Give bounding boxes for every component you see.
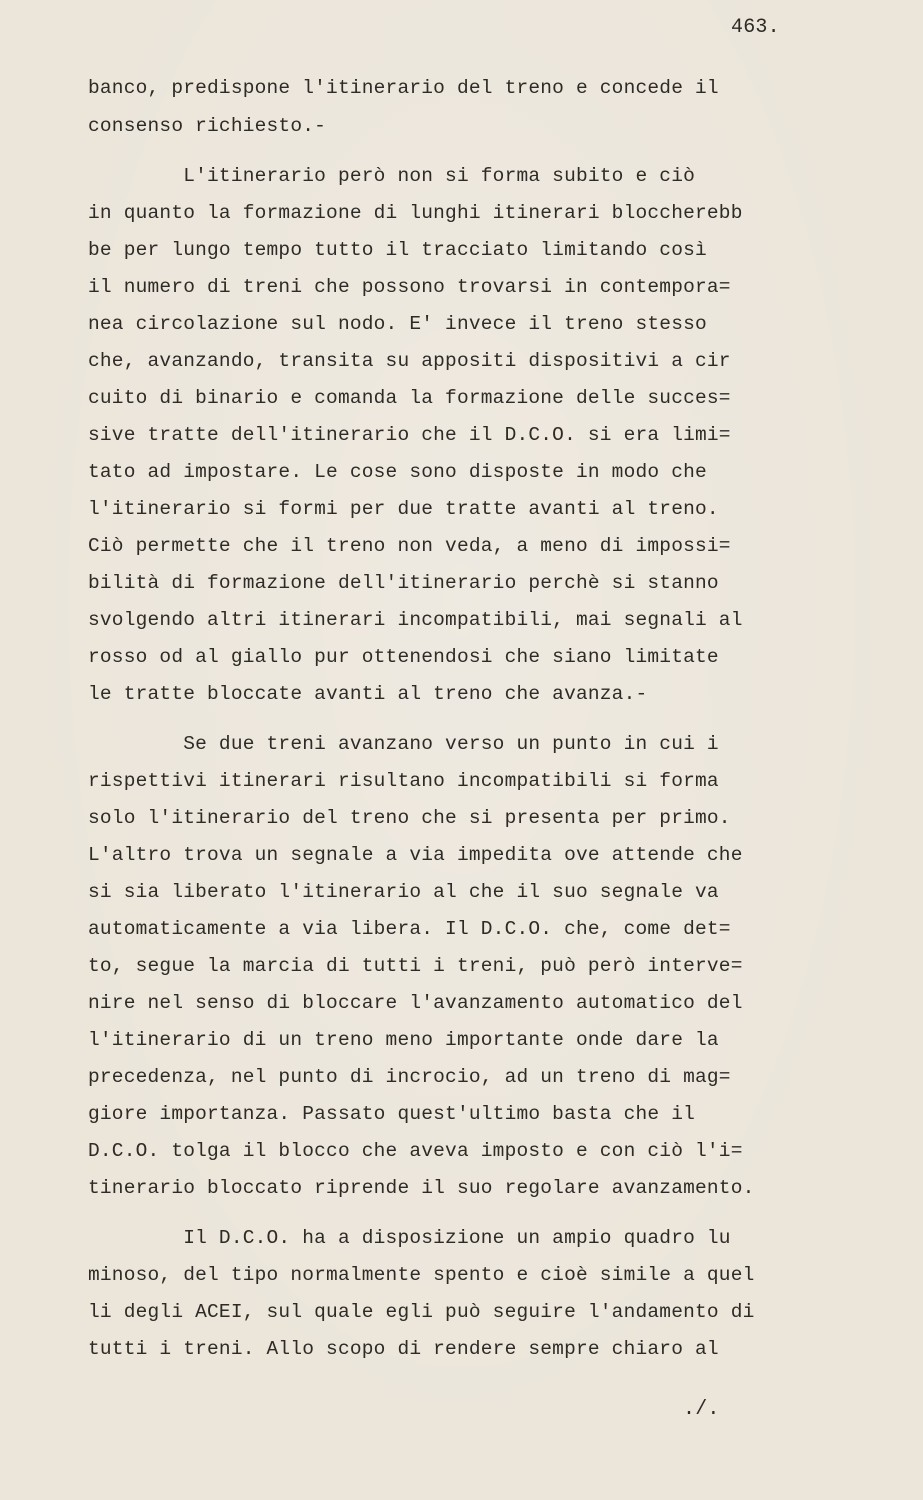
text-line: banco, predispone l'itinerario del treno e concede il [88, 77, 719, 99]
text-line: be per lungo tempo tutto il tracciato limitando così [88, 239, 707, 261]
text-line: li degli ACEI, sul quale egli può seguire l'andamento di [88, 1301, 755, 1323]
page-number: 463. [731, 16, 780, 39]
text-line: Ciò permette che il treno non veda, a meno di impossi= [88, 535, 731, 557]
continuation-mark: ./. [683, 1398, 720, 1421]
text-line: Se due treni avanzano verso un punto in cui i [88, 733, 719, 755]
text-line: l'itinerario si formi per due tratte avanti al treno. [88, 498, 719, 520]
text-line: tinerario bloccato riprende il suo regolare avanzamento. [88, 1177, 755, 1199]
text-line: sive tratte dell'itinerario che il D.C.O. si era limi= [88, 424, 731, 446]
text-line: in quanto la formazione di lunghi itinerari bloccherebb [88, 202, 743, 224]
text-line: si sia liberato l'itinerario al che il suo segnale va [88, 881, 719, 903]
text-line: consenso richiesto.- [88, 115, 327, 137]
text-line: automaticamente a via libera. Il D.C.O. che, come det= [88, 918, 731, 940]
text-line: L'altro trova un segnale a via impedita ove attende che [88, 844, 743, 866]
text-line: tutti i treni. Allo scopo di rendere sempre chiaro al [88, 1338, 719, 1360]
text-line: le tratte bloccate avanti al treno che avanza.- [88, 683, 648, 705]
text-line: L'itinerario però non si forma subito e ciò [88, 165, 695, 187]
text-line: svolgendo altri itinerari incompatibili, mai segnali al [88, 609, 743, 631]
text-line: bilità di formazione dell'itinerario perchè si stanno [88, 572, 719, 594]
text-line: minoso, del tipo normalmente spento e cioè simile a quel [88, 1264, 755, 1286]
text-line: D.C.O. tolga il blocco che aveva imposto e con ciò l'i= [88, 1140, 743, 1162]
text-line: rispettivi itinerari risultano incompatibili si forma [88, 770, 719, 792]
text-line: giore importanza. Passato quest'ultimo basta che il [88, 1103, 695, 1125]
text-line: l'itinerario di un treno meno importante onde dare la [88, 1029, 719, 1051]
text-line: Il D.C.O. ha a disposizione un ampio quadro lu [88, 1227, 731, 1249]
text-line: nire nel senso di bloccare l'avanzamento automatico del [88, 992, 743, 1014]
text-line: che, avanzando, transita su appositi dispositivi a cir [88, 350, 731, 372]
text-line: to, segue la marcia di tutti i treni, può però interve= [88, 955, 743, 977]
text-line: solo l'itinerario del treno che si presenta per primo. [88, 807, 731, 829]
text-line: il numero di treni che possono trovarsi in contempora= [88, 276, 731, 298]
text-line: tato ad impostare. Le cose sono disposte in modo che [88, 461, 707, 483]
text-line: rosso od al giallo pur ottenendosi che siano limitate [88, 646, 719, 668]
text-line: cuito di binario e comanda la formazione delle succes= [88, 387, 731, 409]
text-line: nea circolazione sul nodo. E' invece il treno stesso [88, 313, 707, 335]
text-line: precedenza, nel punto di incrocio, ad un treno di mag= [88, 1066, 731, 1088]
